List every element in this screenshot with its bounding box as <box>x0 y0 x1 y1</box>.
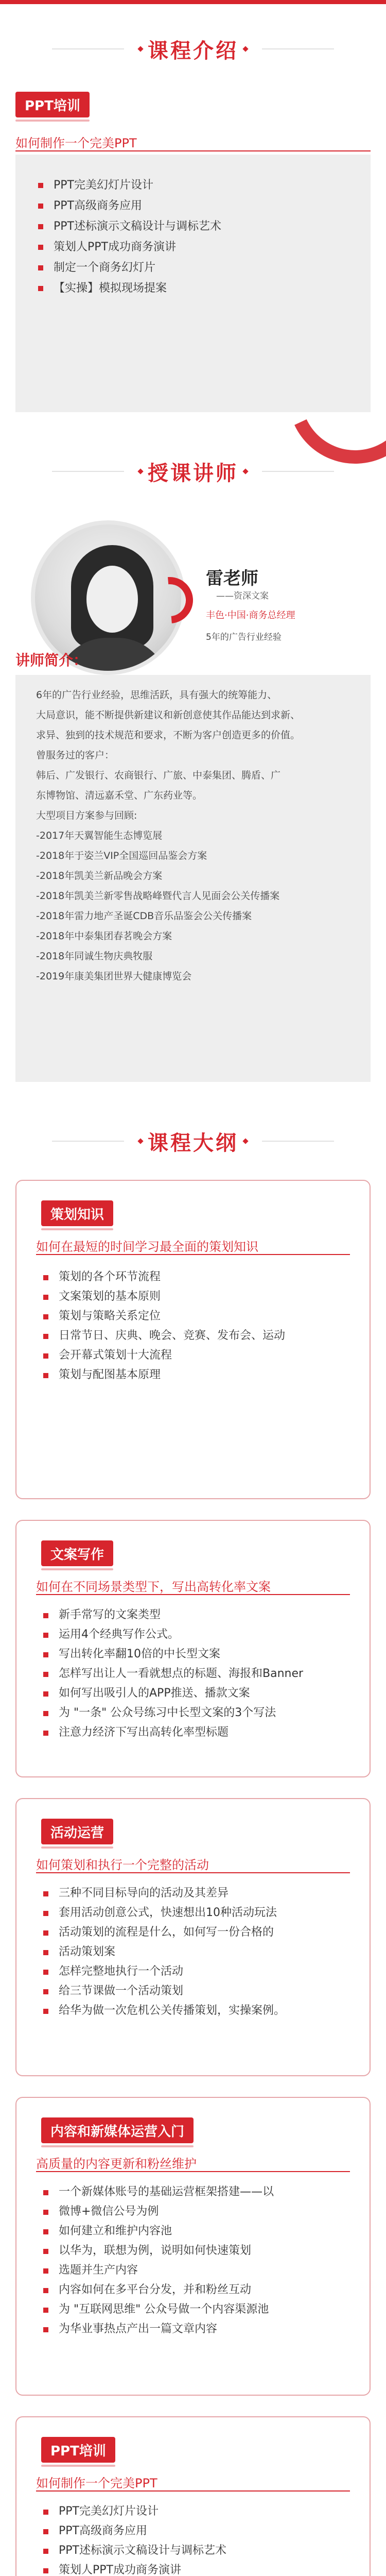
list-item: PPT完美幻灯片设计 <box>36 175 221 196</box>
course-intro-title: 课程介绍 <box>148 39 238 63</box>
list-item: 为华业事热点产出一篇文章内容 <box>41 2319 274 2339</box>
intro-line: -2018年于姿兰VIP全国巡回品鉴会方案 <box>36 850 207 861</box>
outline-title-bar <box>0 1123 386 1159</box>
list-item: 为 "互联网思维" 公众号做一个内容渠源池 <box>41 2300 274 2319</box>
list-item: PPT述标演示文稿设计与调标艺术 <box>41 2541 226 2561</box>
list-item: 日常节日、庆典、晚会、竞赛、发布会、运动 <box>41 1326 285 1346</box>
list-item: 三种不同目标导向的活动及其差异 <box>41 1884 285 1903</box>
intro-line: -2018年凯美兰新品晚会方案 <box>36 870 163 882</box>
course-intro-list <box>36 175 221 299</box>
list-item: 【实操】模拟现场提案 <box>36 278 221 299</box>
outline-subtitle: 如何在最短的时间学习最全面的策划知识 <box>36 1240 258 1254</box>
course-intro-subtitle: 如何制作一个完美PPT <box>15 136 137 150</box>
list-item: 制定一个商务幻灯片 <box>36 258 221 278</box>
list-item: 会开幕式策划十大流程 <box>41 1346 285 1365</box>
list-item: 怎样写出让人一看就想点的标题、海报和Banner <box>41 1664 303 1684</box>
list-item: 运用4个经典写作公式。 <box>41 1625 303 1645</box>
list-item: 怎样完整地执行一个活动 <box>41 1962 285 1981</box>
title-line-right <box>262 1141 334 1142</box>
outline-list <box>41 2502 226 2576</box>
outline-title: 课程大纲 <box>148 1131 238 1155</box>
outline-subtitle-line <box>36 2171 350 2172</box>
list-item: 策划与策略关系定位 <box>41 1307 285 1326</box>
outline-subtitle: 如何在不同场景类型下，写出高转化率文案 <box>36 1580 271 1594</box>
outline-subtitle-line <box>36 1872 350 1873</box>
outline-tag: 策划知识 <box>41 1200 113 1226</box>
teacher-name: 雷老师 <box>206 568 258 589</box>
teacher-intro-text <box>36 685 355 987</box>
outline-tag: 文案写作 <box>41 1540 113 1566</box>
list-item: 一个新媒体账号的基础运营框架搭建——以 <box>41 2182 274 2202</box>
outline-subtitle-line <box>36 2490 350 2492</box>
outline-subtitle-line <box>36 1254 350 1255</box>
list-item: PPT完美幻灯片设计 <box>41 2502 226 2521</box>
intro-line: 东博物馆、清远嘉禾堂、广东药业等。 <box>36 790 203 801</box>
list-item: 策划的各个环节流程 <box>41 1267 285 1287</box>
list-item: 新手常写的文案类型 <box>41 1605 303 1625</box>
list-item: 文案策划的基本原则 <box>41 1287 285 1307</box>
list-item: 选题并生产内容 <box>41 2261 274 2280</box>
intro-line: -2018年雷力地产圣诞CDB音乐品鉴会公关传播案 <box>36 910 252 922</box>
teacher-title-bar <box>0 453 386 489</box>
title-line-left <box>52 471 124 472</box>
course-intro-tag: PPT培训 <box>15 92 90 117</box>
teacher-intro-title: 讲师简介： <box>15 652 88 669</box>
list-item: PPT高级商务应用 <box>36 196 221 216</box>
title-diamond-right <box>242 46 248 52</box>
outline-list <box>41 1884 285 2021</box>
list-item: 给三节课做一个活动策划 <box>41 1981 285 2001</box>
intro-line: 大局意识，能不断提供新建议和新创意使其作品能达到求新、 <box>36 709 301 721</box>
teacher-tagline: 丰色·中国·商务总经理 <box>206 610 295 621</box>
outline-subtitle: 高质量的内容更新和粉丝维护 <box>36 2157 197 2171</box>
list-item: PPT高级商务应用 <box>41 2521 226 2541</box>
outline-subtitle: 如何策划和执行一个完整的活动 <box>36 1858 209 1872</box>
intro-line: 6年的广告行业经验，思维活跃，具有强大的统筹能力、 <box>36 689 277 701</box>
list-item: PPT述标演示文稿设计与调标艺术 <box>36 216 221 237</box>
outline-tag: PPT培训 <box>41 2437 115 2463</box>
intro-line: -2018年凯美兰新零售战略峰暨代言人见面会公关传播案 <box>36 890 280 902</box>
teacher-experience: 5年的广告行业经验 <box>206 632 282 642</box>
outline-list <box>41 1605 303 1742</box>
outline-list <box>41 2182 274 2339</box>
list-item: 策划人PPT成功商务演讲 <box>41 2561 226 2576</box>
intro-line: 求异、独到的技术规范和要求，不断为客户创造更多的价值。 <box>36 730 301 741</box>
list-item: 如何建立和维护内容池 <box>41 2222 274 2241</box>
list-item: 内容如何在多平台分发，并和粉丝互动 <box>41 2280 274 2300</box>
intro-line: 大型项目方案参与回顾: <box>36 810 137 821</box>
title-line-left <box>52 1141 124 1142</box>
intro-line: -2019年康美集团世界大健康博览会 <box>36 971 192 982</box>
avatar-face <box>86 566 138 633</box>
list-item: 以华为，联想为例，说明如何快速策划 <box>41 2241 274 2261</box>
title-diamond-left <box>137 468 143 474</box>
teacher-title: 授课讲师 <box>148 461 238 485</box>
title-line-left <box>52 48 124 49</box>
list-item: 微博+微信公号为例 <box>41 2202 274 2222</box>
outline-list <box>41 1267 285 1385</box>
list-item: 活动策划案 <box>41 1942 285 1962</box>
list-item: 如何写出吸引人的APP推送、播款文案 <box>41 1684 303 1703</box>
title-diamond-right <box>242 468 248 474</box>
list-item: 策划与配图基本原理 <box>41 1365 285 1385</box>
course-intro-subtitle-line <box>15 150 371 151</box>
intro-line: 曾服务过的客户： <box>36 750 115 761</box>
teacher-role: ——资深文案 <box>216 591 269 601</box>
title-line-right <box>262 48 334 49</box>
outline-subtitle-line <box>36 1594 350 1595</box>
list-item: 写出转化率翻10倍的中长型文案 <box>41 1645 303 1664</box>
title-diamond-left <box>137 1138 143 1144</box>
intro-line: -2018年同诚生物庆典牧服 <box>36 951 153 962</box>
title-diamond-left <box>137 46 143 52</box>
list-item: 给华为做一次危机公关传播策划，实操案例。 <box>41 2001 285 2021</box>
outline-subtitle: 如何制作一个完美PPT <box>36 2476 157 2490</box>
list-item: 套用活动创意公式，快速想出10种活动玩法 <box>41 1903 285 1923</box>
title-line-right <box>262 471 334 472</box>
list-item: 注意力经济下写出高转化率型标题 <box>41 1723 303 1742</box>
intro-line: -2017年天翼智能生态博览展 <box>36 830 163 841</box>
list-item: 为 "一条" 公众号练习中长型文案的3个写法 <box>41 1703 303 1723</box>
course-intro-title-bar <box>0 31 386 67</box>
outline-tag: 活动运营 <box>41 1819 113 1844</box>
list-item: 策划人PPT成功商务演讲 <box>36 237 221 258</box>
intro-line: 韩后、广发银行、农商银行、广旅、中泰集团、腾盾、广 <box>36 770 281 781</box>
list-item: 活动策划的流程是什么，如何写一份合格的 <box>41 1923 285 1942</box>
top-deco-stripe <box>0 0 386 4</box>
outline-tag: 内容和新媒体运营入门 <box>41 2117 194 2143</box>
intro-line: -2018年中泰集团春茗晚会方案 <box>36 930 172 942</box>
title-diamond-right <box>242 1138 248 1144</box>
